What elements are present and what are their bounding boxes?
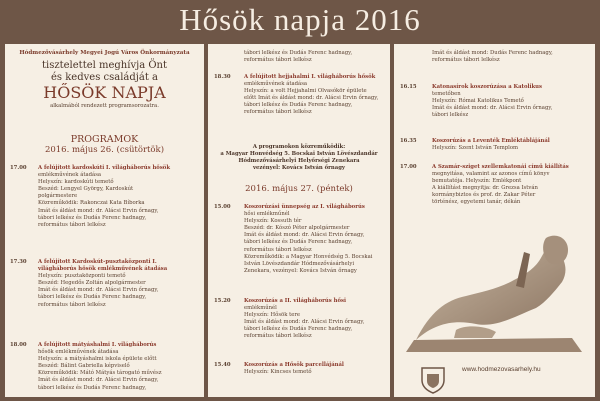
- fallen-soldier-statue-image: [396, 212, 592, 362]
- program-column-2: tábori lelkész és Dudás Ferenc hadnagy, református tábori lelkész 18.30 A felújított hejjahalmi I. világháborús hősök emlékművének átadása Helyszín: a volt Hejjahalmi Olvasókör épülete előtt Imát és áldást mond: dr. Alácsi Ervin őrnagy, tábori lelkész és Dudás Ferenc hadnagy, református tábori lelkész A programokon közreműködik: a Magyar Honvédség 5. Bocskai István Lövészdandár Hódmezővásárhelyi Helyőrségi Zenekara vezényel: Kovács István őrnagy 2016. május 27. (péntek) 15.00 Koszorúzási ünnepség az I. világháborús hősi emlékműnél Helyszín: Kossuth tér Beszéd: dr. Kószó Péter alpolgármester Imát és áldást mond: dr. Alácsi Ervin őrnagy, tábori lelkész és Dudás Ferenc hadnagy, református tábori lelkész Közreműködik: a Magyar Honvédség 5. Bocskai István Lövészdandár Hódmezővásárhelyi Zenekara, vezényel: Kovács István őrnagy 15.20 Koszorúzás a II. világháborús hősi emlékműnél Helyszín: Hősök tere Imát és áldást mond: dr. Alácsi Ervin őrnagy, tábori lelkész és Dudás Ferenc hadnagy, református tábori lelkész 15.40 Koszorúzás a Hősök parcellájánál Helyszín: Kincses temető: [208, 44, 390, 397]
- event-details: Koszorúzás a Leventék Emléktáblájánál Helyszín: Szent István Templom: [432, 138, 550, 152]
- poster-title: Hősök napja 2016: [179, 2, 421, 37]
- event-time: 15.00: [214, 204, 231, 210]
- event-time: 16.15: [400, 84, 417, 90]
- event-time: 17.00: [10, 165, 27, 171]
- event-time: 15.40: [214, 362, 231, 368]
- event-name: HŐSÖK NAPJA: [43, 83, 166, 102]
- event-time: 17.30: [10, 259, 27, 265]
- event-time: 15.20: [214, 298, 231, 304]
- event-details: Koszorúzás a Hősök parcellájánál Helyszín: Kincses temető: [244, 362, 344, 376]
- event-details: A felújított mátyáshalmi I. világháborús hősök emlékművének átadása Helyszín: a mátyáshalmi iskola épülete előtt Beszéd: Bálint Gabriella képviselő Közreműködik: Mátó Mátyás tárogató művész Imát és áldást mond: dr. Alácsi Ervin őrnagy, tábori lelkész és Dudás Ferenc hadnagy,: [38, 342, 162, 391]
- event-time: 16.35: [400, 138, 417, 144]
- event-subtitle: alkalmából rendezett programsorozatra.: [50, 103, 159, 109]
- program-column-1: [5, 44, 204, 397]
- coat-of-arms-icon: [418, 364, 448, 394]
- event-time: 18.00: [10, 342, 27, 348]
- event-details: Koszorúzás a II. világháborús hősi emlékműnél Helyszín: Hősök tere Imát és áldást mond: dr. Alácsi Ervin őrnagy, tábori lelkész és Dudás Ferenc hadnagy, református tábori lelkész: [244, 298, 365, 340]
- date-heading-2: 2016. május 27. (péntek): [245, 184, 353, 194]
- event-details: A felújított kardoskúti I. világháborús hősök emlékművének átadása Helyszín: kardoskúti temető Beszéd: Lengyel György, Kardoskút polgármestere Közreműködik: Rakonczai Kata Bíborka Imát és áldást mond: dr. Alácsi Ervin őrnagy, tábori lelkész és Dudás Ferenc hadnagy, református tábori lelkész: [38, 165, 171, 228]
- invite-line-2: és kedves családját a: [51, 72, 158, 83]
- event-details: Katonasírok koszorúzása a Katolikus temetőben Helyszín: Római Katolikus Temető Imát és áldást mond: dr. Alácsi Ervin őrnagy, tábori lelkész: [432, 84, 553, 119]
- programs-heading: PROGRAMOK: [70, 134, 139, 145]
- event-details: A Szamár-sziget szellemkatonái című kiállítás megnyitása, valamint az azonos című könyv bemutatója. Helyszín: Emlékpont A kiállítást megnyitja: dr. Grezsa István kormánybiztos és prof. dr. Zakar Péter történész, egyetemi tanár, dékán: [432, 164, 569, 206]
- event-details: A felújított hejjahalmi I. világháborús hősök emlékművének átadása Helyszín: a volt Hejjahalmi Olvasókör épülete előtt Imát és áldást mond: dr. Alácsi Ervin őrnagy, tábori lelkész és Dudás Ferenc hadnagy, református tábori lelkész: [244, 74, 379, 116]
- event-details: Koszorúzási ünnepség az I. világháborús hősi emlékműnél Helyszín: Kossuth tér Beszéd: dr. Kószó Péter alpolgármester Imát és áldást mond: dr. Alácsi Ervin őrnagy, tábori lelkész és Dudás Ferenc hadnagy, református tábori lelkész Közreműködik: a Magyar Honvédség 5. Bocskai István Lövészdandár Hódmezővásárhelyi Zenekara, vezényel: Kovács István őrnagy: [244, 204, 373, 274]
- organizer-name: Hódmezővásárhely Megyei Jogú Város Önkormányzata: [19, 50, 190, 56]
- date-heading-1: 2016. május 26. (csütörtök): [44, 145, 165, 155]
- event-time: 18.30: [214, 74, 231, 80]
- event-details: A felújított Kardoskút-pusztaközponti I. világháborús hősök emlékművének átadása Helyszín: pusztaközponti temető Beszéd: Hegedős Zoltán alpolgármester Imát és áldást mond: dr. Alácsi Ervin őrnagy, tábori lelkész és Dudás Ferenc hadnagy, református tábori lelkész: [38, 259, 168, 308]
- program-column-3: Imát és áldást mond: Dudás Ferenc hadnagy, református tábori lelkész 16.15 Katonasírok koszorúzása a Katolikus temetőben Helyszín: Római Katolikus Temető Imát és áldást mond: dr. Alácsi Ervin őrnagy, tábori lelkész 16.35 Koszorúzás a Leventék Emléktáblájánál Helyszín: Szent István Templom 17.00 A Szamár-sziget szellemkatonái című kiállítás megnyitása, valamint az azonos című könyv bemutatója. Helyszín: Emlékpont A kiállítást megnyitja: dr. Grezsa István kormánybiztos és prof. dr. Zakar Péter történész, egyetemi tanár, dékán: [394, 44, 595, 397]
- invite-line-1: tisztelettel meghívja Önt: [42, 60, 167, 71]
- website-link[interactable]: www.hodmezovasarhely.hu: [462, 366, 541, 373]
- event-time: 17.00: [400, 164, 417, 170]
- concert-info: A programokon közreműködik: a Magyar Honvédség 5. Bocskai István Lövészdandár Hódmezővásárhelyi Helyőrségi Zenekara vezényel: Kovács István őrnagy: [220, 144, 378, 172]
